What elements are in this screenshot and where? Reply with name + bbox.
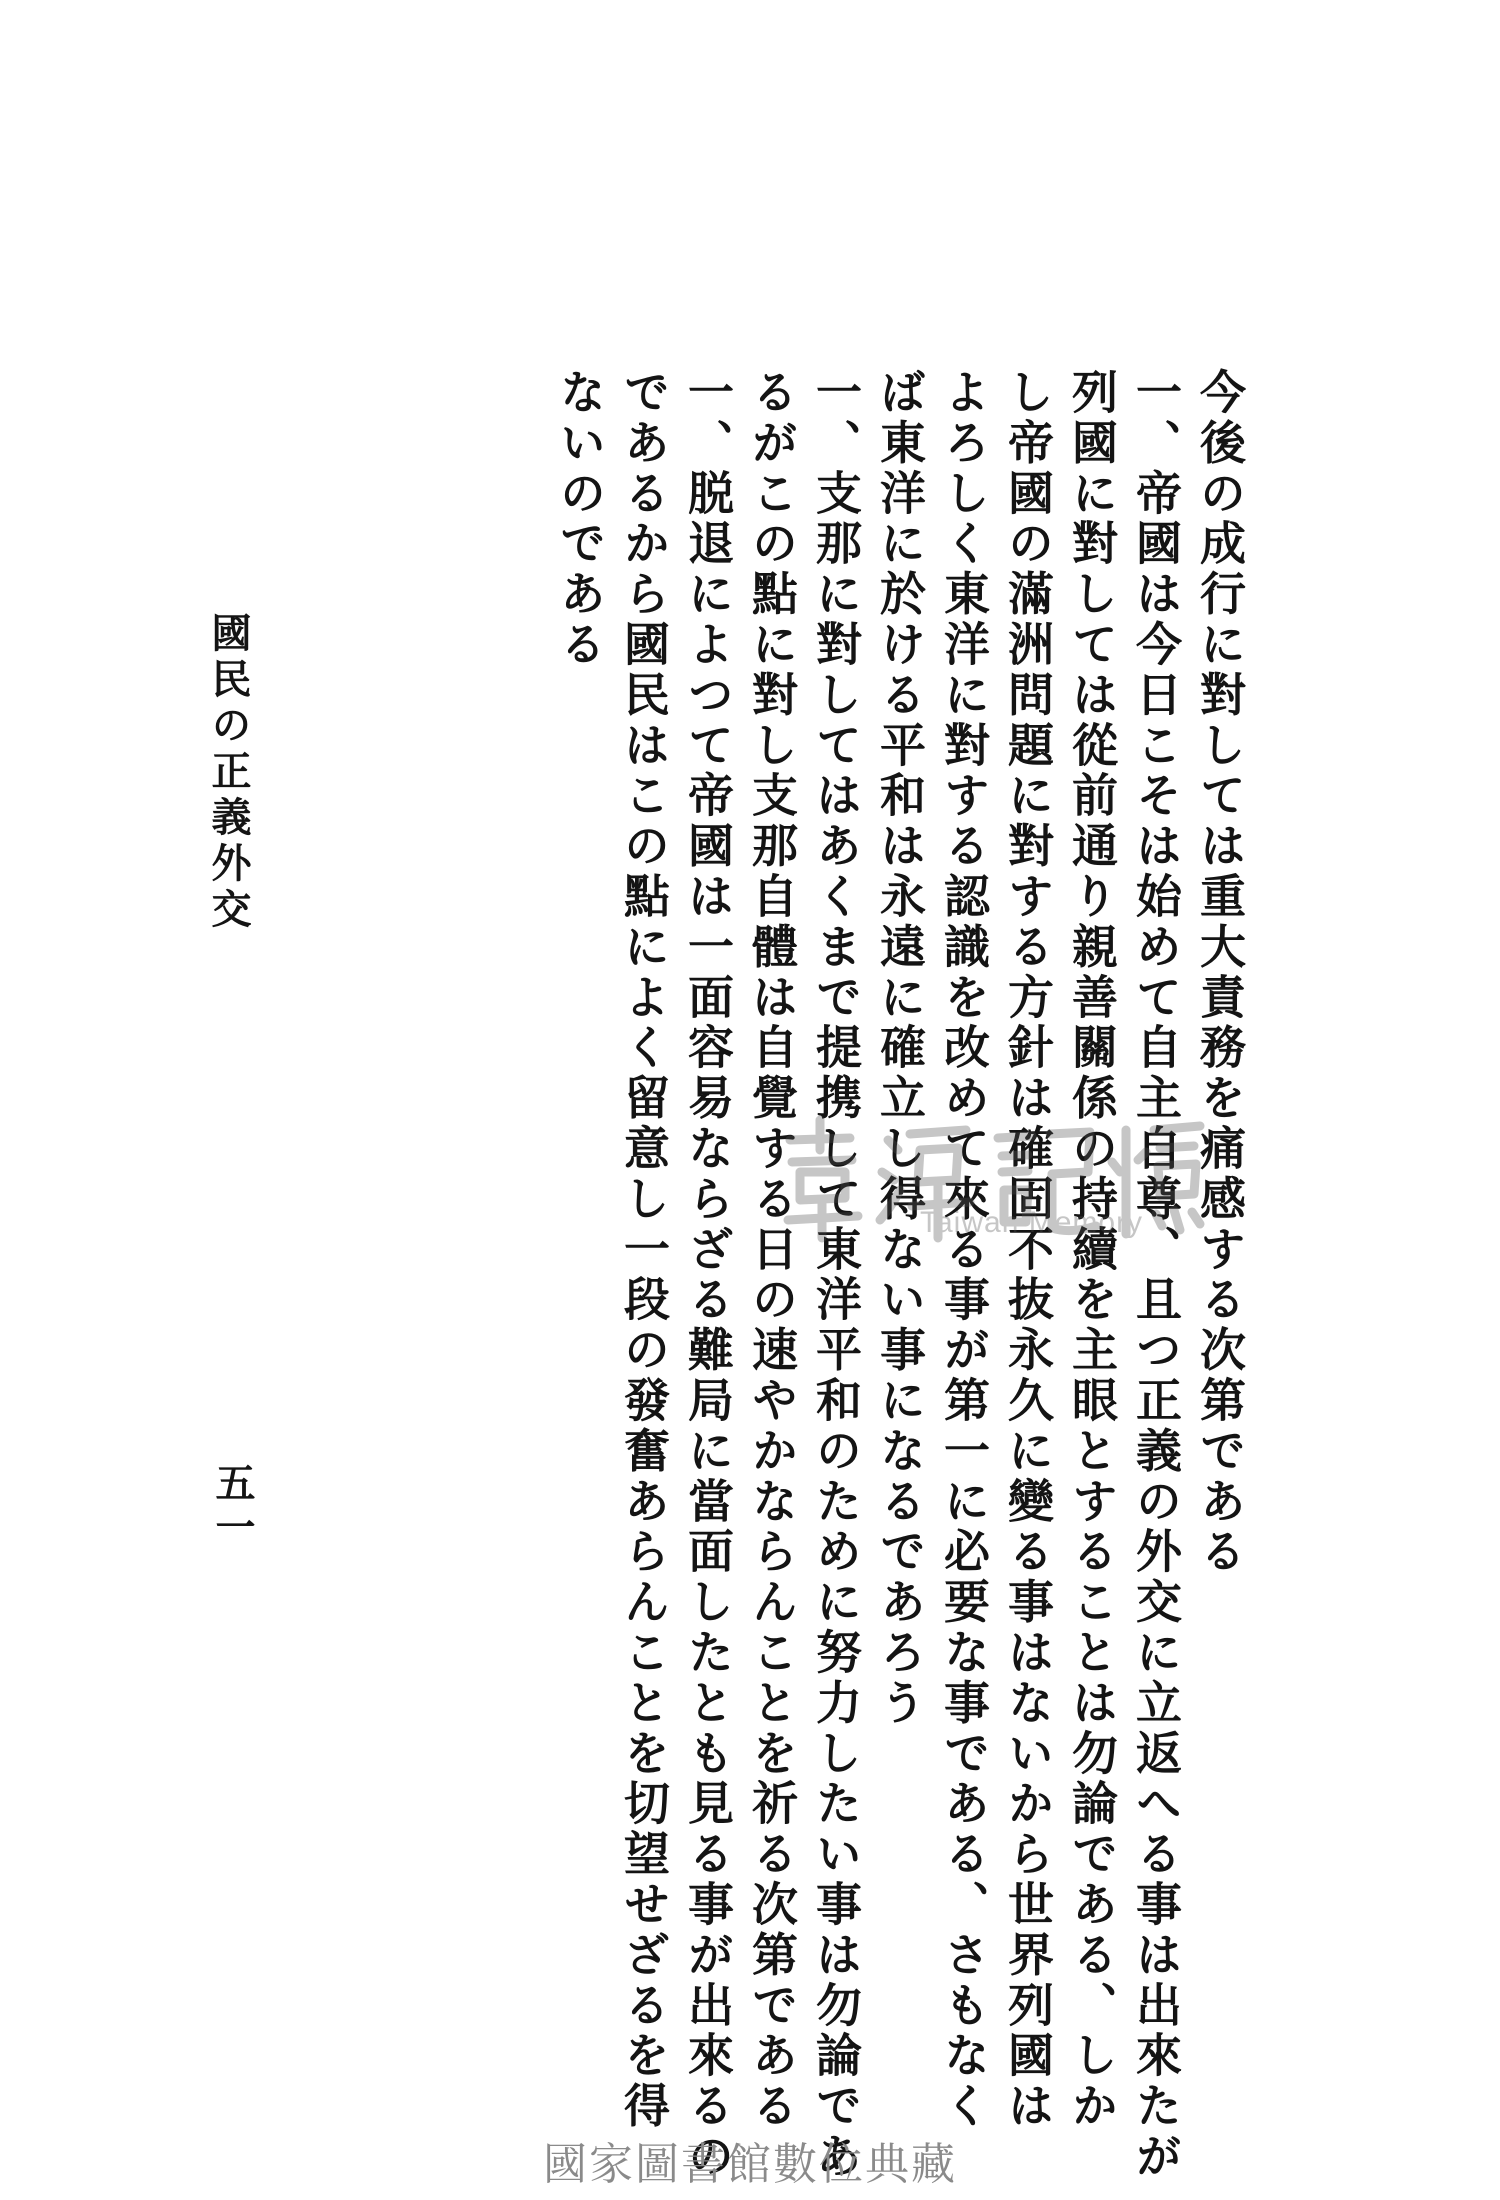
text-column: 一、脱退によつて帝國は一面容易ならざる難局に當面したとも見る事が出來るの bbox=[681, 368, 735, 2183]
page-number: 五一 bbox=[209, 1462, 256, 1550]
running-title: 國民の正義外交 bbox=[205, 612, 252, 934]
footer-credit: 國家圖書館數位典藏 bbox=[543, 2139, 957, 2190]
text-column: よろしく東洋に對する認識を改めて來る事が第一に必要な事である、さもなく bbox=[937, 368, 991, 2132]
text-column: るがこの點に對し支那自體は自覺する日の速やかならんことを祈る次第である bbox=[745, 368, 799, 2132]
text-column: 列國に對しては從前通り親善關係の持續を主眼とすることは勿論である、しか bbox=[1065, 368, 1119, 2132]
text-column: し帝國の滿洲問題に對する方針は確固不抜永久に變る事はないから世界列國は bbox=[1001, 368, 1055, 2132]
text-column: 今後の成行に對しては重大責務を痛感する次第である bbox=[1193, 368, 1247, 1578]
text-column: ないのである bbox=[553, 368, 607, 671]
text-column: 一、支那に對してはあくまで提携して東洋平和のために努力したい事は勿論であ bbox=[809, 368, 863, 2183]
text-column: 一、帝國は今日こそは始めて自主自尊、且つ正義の外交に立返へる事は出來たが bbox=[1129, 368, 1183, 2183]
text-column: であるから國民はこの點によく留意し一段の發奮あらんことを切望せざるを得 bbox=[617, 368, 671, 2132]
text-column: ば東洋に於ける平和は永遠に確立し得ない事になるであろう bbox=[873, 368, 927, 1729]
watermark bbox=[770, 1110, 1210, 1250]
watermark-subtitle: Taiwan Memory bbox=[920, 1206, 1144, 1239]
